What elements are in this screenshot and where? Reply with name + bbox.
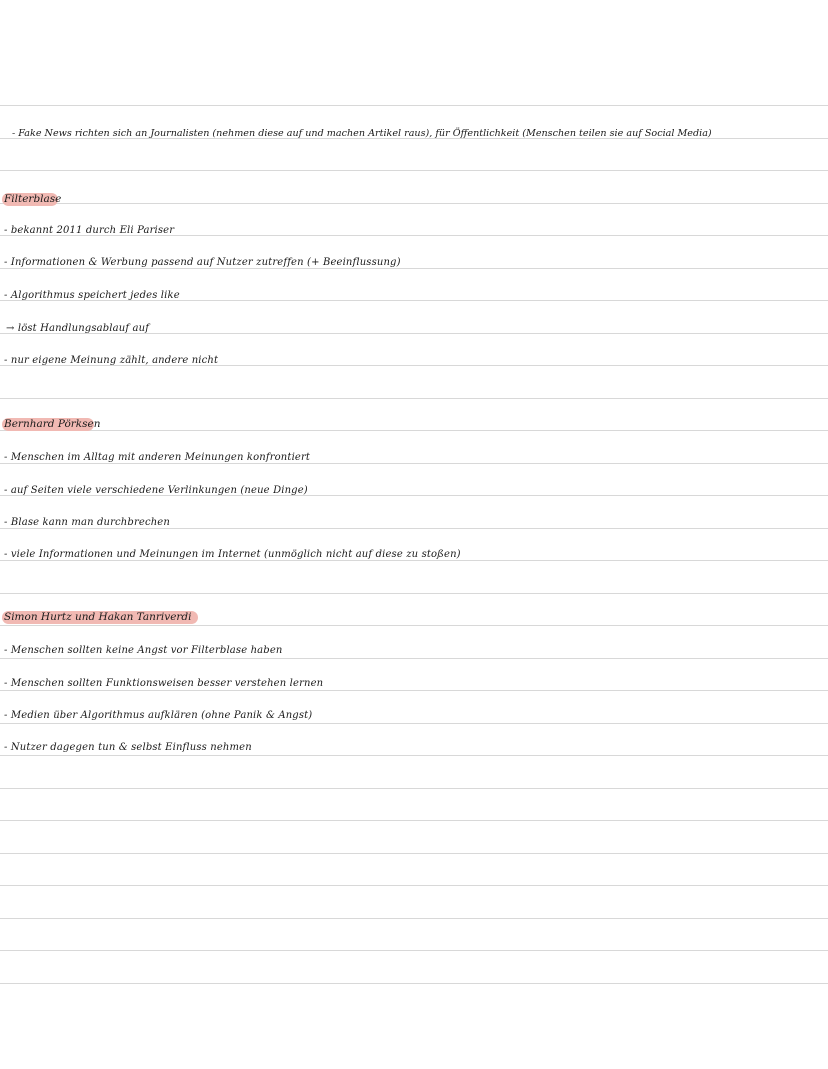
ruled-line [0, 203, 828, 204]
bullet-line: - Nutzer dagegen tun & selbst Einfluss nehmen [4, 742, 252, 753]
bullet-line: - Blase kann man durchbrechen [4, 517, 170, 528]
ruled-line [0, 625, 828, 626]
ruled-line [0, 658, 828, 659]
bullet-line: - auf Seiten viele verschiedene Verlinkungen (neue Dinge) [4, 485, 308, 496]
ruled-line [0, 170, 828, 171]
ruled-line [0, 983, 828, 984]
note-line: - Fake News richten sich an Journalisten (nehmen diese auf und machen Artikel raus), für Öffentlichkeit (Menschen teilen sie auf Social Media) [12, 128, 712, 139]
bullet-line: - Informationen & Werbung passend auf Nutzer zutreffen (+ Beeinflussung) [4, 257, 401, 268]
bullet-line: - nur eigene Meinung zählt, andere nicht [4, 355, 219, 366]
section-heading: Filterblase [4, 193, 62, 205]
bullet-line: - Algorithmus speichert jedes like [4, 290, 180, 301]
ruled-line [0, 885, 828, 886]
bullet-line: - Menschen sollten Funktionsweisen besser verstehen lernen [4, 678, 324, 689]
ruled-line [0, 788, 828, 789]
ruled-line [0, 918, 828, 919]
bullet-line: - Menschen im Alltag mit anderen Meinungen konfrontiert [4, 452, 311, 463]
ruled-line [0, 398, 828, 399]
ruled-line [0, 755, 828, 756]
section-heading: Bernhard Pörksen [4, 418, 101, 430]
ruled-line [0, 723, 828, 724]
ruled-line [0, 853, 828, 854]
bullet-line: - Menschen sollten keine Angst vor Filterblase haben [4, 645, 283, 656]
ruled-line [0, 593, 828, 594]
ruled-line [0, 950, 828, 951]
ruled-line [0, 105, 828, 106]
bullet-line: → löst Handlungsablauf auf [6, 323, 150, 334]
bullet-line: - Medien über Algorithmus aufklären (ohne Panik & Angst) [4, 710, 313, 721]
ruled-line [0, 820, 828, 821]
bullet-line: - viele Informationen und Meinungen im Internet (unmöglich nicht auf diese zu stoßen) [4, 549, 461, 560]
bullet-line: - bekannt 2011 durch Eli Pariser [4, 225, 175, 236]
section-heading: Simon Hurtz und Hakan Tanriverdi [4, 611, 192, 623]
ruled-line [0, 430, 828, 431]
